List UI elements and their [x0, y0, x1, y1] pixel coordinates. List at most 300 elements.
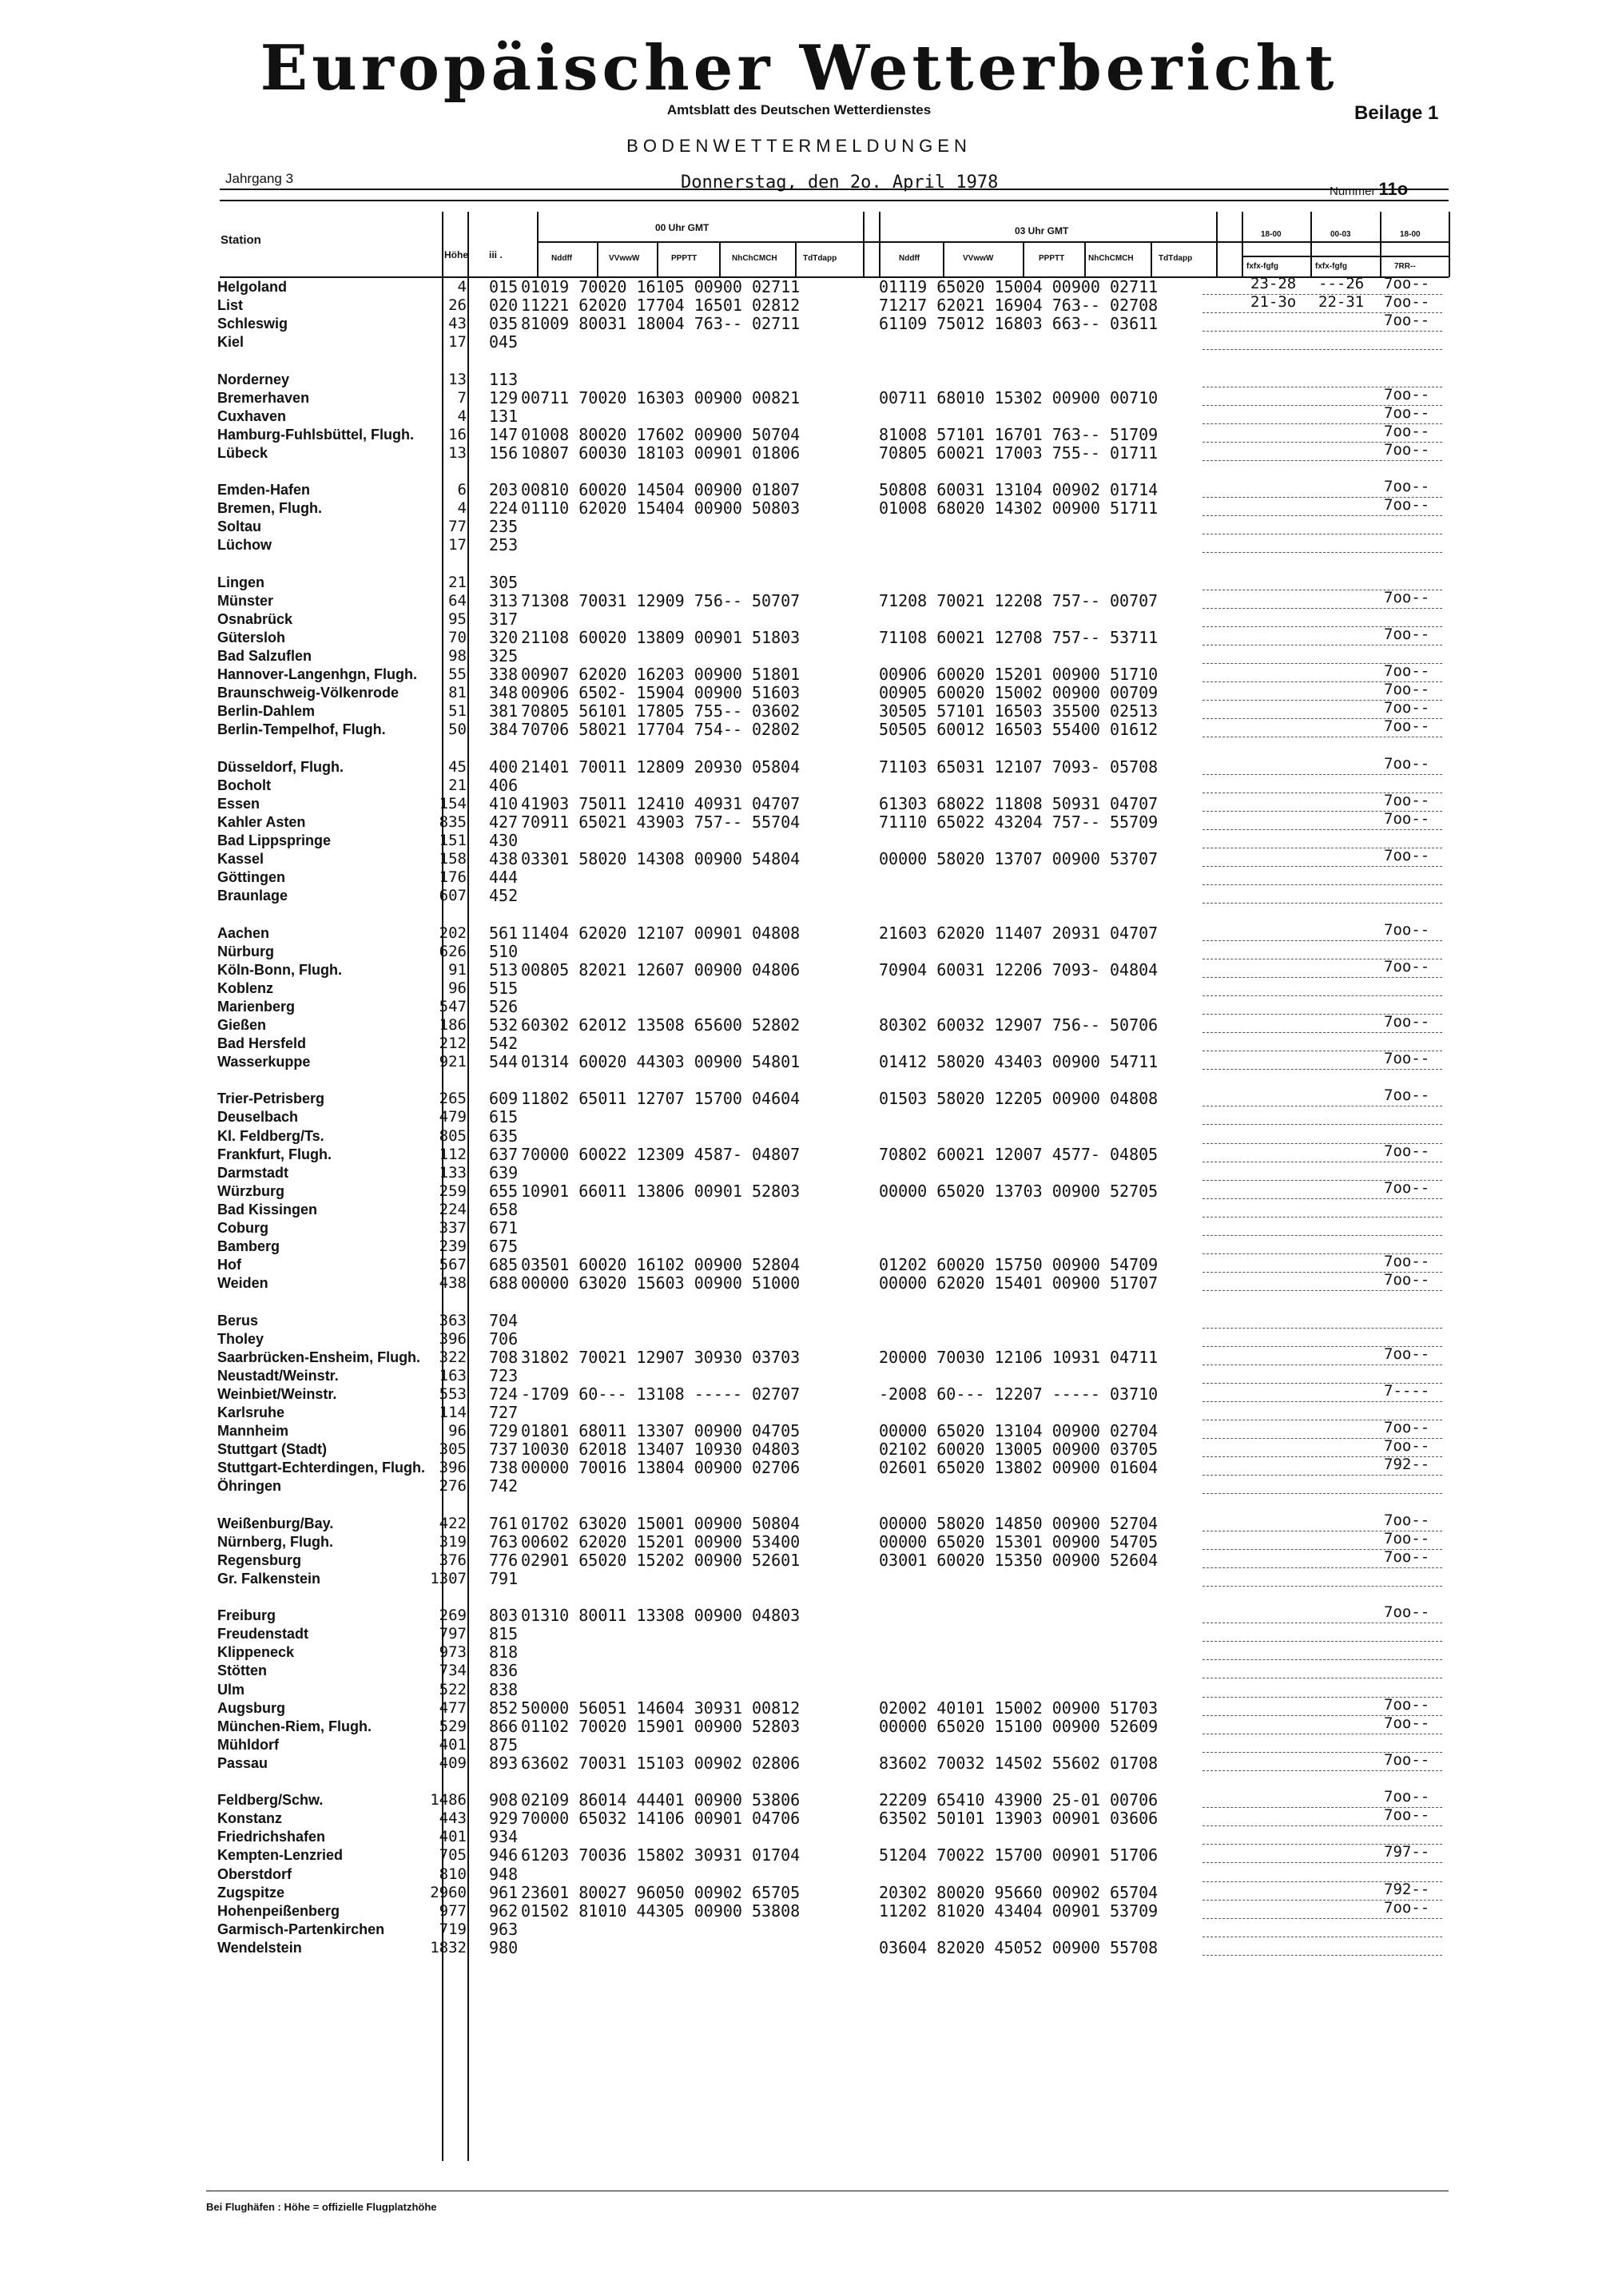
sub-ppptt-03: PPPTT	[1039, 254, 1065, 263]
station-id: 113	[489, 370, 519, 389]
obs-00-gmt: 81009 80031 18004 763-- 02711	[521, 314, 801, 333]
precip-18-00: 7oo--	[1384, 1419, 1430, 1436]
table-top-line-2	[220, 200, 1449, 201]
station-name: Garmisch-Partenkirchen	[217, 1921, 385, 1937]
precip-18-00: 792--	[1384, 1456, 1430, 1473]
row-dash-line	[1202, 903, 1442, 904]
station-id: 129	[489, 388, 519, 407]
station-id: 544	[489, 1052, 519, 1071]
sub-col-line	[1151, 241, 1152, 276]
obs-00-gmt: 01314 60020 44303 00900 54801	[521, 1052, 801, 1071]
station-id: 513	[489, 960, 519, 979]
station-height: 265	[439, 1090, 467, 1107]
station-name: Berlin-Tempelhof, Flugh.	[217, 721, 386, 737]
row-dash-line	[1202, 1825, 1442, 1826]
obs-00-gmt: 01008 80020 17602 00900 50704	[521, 425, 801, 444]
right-col-line-4	[1449, 212, 1450, 277]
station-name: Bamberg	[217, 1238, 280, 1254]
obs-00-gmt: 70911 65021 43903 757-- 55704	[521, 812, 801, 832]
station-height: 26	[448, 296, 467, 314]
station-name: Freudenstadt	[217, 1626, 309, 1642]
station-id: 452	[489, 886, 519, 905]
station-height: 921	[439, 1053, 467, 1071]
row-dash-line	[1202, 1217, 1442, 1218]
station-height: 626	[439, 943, 467, 960]
obs-00-gmt: 63602 70031 15103 00902 02806	[521, 1754, 801, 1773]
station-id: 866	[489, 1717, 519, 1736]
station-name: Kempten-Lenzried	[217, 1847, 344, 1863]
beilage-label: Beilage 1	[1354, 102, 1439, 124]
row-dash-line	[1202, 1918, 1442, 1919]
precip-18-00: 7oo--	[1384, 1548, 1430, 1566]
station-id: 776	[489, 1551, 519, 1570]
obs-00-gmt: 21108 60020 13809 00901 51803	[521, 628, 801, 647]
obs-00-gmt: 23601 80027 96050 00902 65705	[521, 1883, 801, 1902]
station-height: 50	[448, 721, 467, 738]
obs-03-gmt: 81008 57101 16701 763-- 51709	[879, 425, 1159, 444]
precip-18-00: 7oo--	[1384, 1437, 1430, 1455]
obs-03-gmt: 71217 62021 16904 763-- 02708	[879, 296, 1159, 315]
station-height: 305	[439, 1440, 467, 1458]
precip-18-00: 797--	[1384, 1843, 1430, 1861]
precip-18-00: 7oo--	[1384, 1530, 1430, 1547]
station-name: Deuselbach	[217, 1109, 299, 1125]
station-name: Wendelstein	[217, 1940, 302, 1956]
station-height: 322	[439, 1349, 467, 1366]
obs-00-gmt: 01110 62020 15404 00900 50803	[521, 499, 801, 518]
station-name: Göttingen	[217, 869, 285, 885]
row-dash-line	[1202, 977, 1442, 978]
sub-vvwww: VVwwW	[609, 254, 640, 263]
group03-right-line	[1216, 212, 1218, 277]
station-height: 422	[439, 1515, 467, 1532]
station-height: 734	[439, 1662, 467, 1679]
station-id: 675	[489, 1237, 519, 1256]
group03-header: 03 Uhr GMT	[1015, 225, 1069, 236]
station-height: 409	[439, 1754, 467, 1772]
station-id: 685	[489, 1255, 519, 1274]
station-id: 235	[489, 517, 519, 536]
issue-number-label: Nummer	[1330, 185, 1376, 198]
station-id: 338	[489, 665, 519, 684]
station-id: 763	[489, 1532, 519, 1551]
station-id: 253	[489, 535, 519, 554]
station-name: Trier-Petrisberg	[217, 1090, 325, 1106]
obs-03-gmt: 00000 58020 14850 00900 52704	[879, 1514, 1159, 1533]
station-height: 977	[439, 1902, 467, 1920]
obs-03-gmt: 01503 58020 12205 00900 04808	[879, 1089, 1159, 1108]
station-id: 203	[489, 480, 519, 499]
obs-03-gmt: 01008 68020 14302 00900 51711	[879, 499, 1159, 518]
row-dash-line	[1202, 940, 1442, 941]
station-id: 156	[489, 443, 519, 463]
precip-18-00: 7oo--	[1384, 1013, 1430, 1031]
obs-00-gmt: 00000 63020 15603 00900 51000	[521, 1273, 801, 1293]
obs-03-gmt: 00905 60020 15002 00900 00709	[879, 683, 1159, 702]
obs-00-gmt: 01502 81010 44305 00900 53808	[521, 1901, 801, 1921]
station-height: 522	[439, 1681, 467, 1698]
station-id: 723	[489, 1366, 519, 1385]
station-name: Gütersloh	[217, 630, 286, 646]
sub-nddff: Nddff	[551, 254, 573, 263]
precip-18-00: 7oo--	[1384, 1050, 1430, 1067]
row-dash-line	[1202, 1198, 1442, 1199]
precip-18-00: 7oo--	[1384, 681, 1430, 698]
station-name: Saarbrücken-Ensheim, Flugh.	[217, 1349, 421, 1365]
obs-03-gmt: 71110 65022 43204 757-- 55709	[879, 812, 1159, 832]
precip-18-00: 7oo--	[1384, 312, 1430, 329]
station-height: 45	[448, 758, 467, 776]
row-dash-line	[1202, 1069, 1442, 1070]
station-height: 176	[439, 868, 467, 886]
obs-03-gmt: 02102 60020 13005 00900 03705	[879, 1440, 1159, 1459]
station-id: 742	[489, 1476, 519, 1496]
sub-col-line	[1084, 241, 1086, 276]
station-id: 893	[489, 1754, 519, 1773]
station-name: Stuttgart (Stadt)	[217, 1441, 327, 1457]
station-height: 529	[439, 1718, 467, 1735]
station-name: Bad Hersfeld	[217, 1035, 307, 1051]
station-name: Öhringen	[217, 1478, 281, 1494]
station-id: 980	[489, 1938, 519, 1957]
station-id: 761	[489, 1514, 519, 1533]
obs-00-gmt: 00810 60020 14504 00900 01807	[521, 480, 801, 499]
precip-18-00: 7oo--	[1384, 1271, 1430, 1289]
obs-03-gmt: 01202 60020 15750 00900 54709	[879, 1255, 1159, 1274]
gust-18-00: 21-3o	[1250, 293, 1297, 311]
station-name: Stuttgart-Echterdingen, Flugh.	[217, 1460, 425, 1476]
obs-03-gmt: 01119 65020 15004 00900 02711	[879, 277, 1159, 296]
group00-header: 00 Uhr GMT	[655, 222, 710, 233]
station-id: 908	[489, 1790, 519, 1809]
right-sub-1: fxfx-fgfg	[1246, 262, 1278, 271]
precip-18-00: 7oo--	[1384, 423, 1430, 440]
station-height: 4	[457, 278, 467, 296]
station-height: 43	[448, 315, 467, 332]
row-dash-line	[1202, 349, 1442, 350]
station-name: Darmstadt	[217, 1165, 289, 1181]
sub-tdtd-03: TdTdapp	[1159, 254, 1193, 263]
station-name: Weiden	[217, 1275, 268, 1291]
station-name: Cuxhaven	[217, 408, 287, 424]
station-id: 934	[489, 1827, 519, 1846]
station-height: 835	[439, 813, 467, 831]
station-height: 396	[439, 1330, 467, 1348]
sub-col-line	[719, 241, 721, 276]
station-height: 224	[439, 1201, 467, 1218]
station-name: Bremen, Flugh.	[217, 500, 323, 516]
station-height: 13	[448, 371, 467, 388]
date-label: Donnerstag, den 2o. April 1978	[681, 173, 999, 193]
right-col-line-1	[1242, 212, 1243, 277]
station-height: 158	[439, 850, 467, 868]
station-height: 396	[439, 1459, 467, 1476]
station-height: 96	[448, 1422, 467, 1440]
precip-18-00: 7oo--	[1384, 1603, 1430, 1621]
row-dash-line	[1202, 645, 1442, 646]
obs-03-gmt: 63502 50101 13903 00901 03606	[879, 1809, 1159, 1828]
page-title: Europäischer Wetterbericht	[260, 32, 1338, 105]
station-height: 163	[439, 1367, 467, 1384]
station-name: Kl. Feldberg/Ts.	[217, 1128, 324, 1144]
station-header: Station	[221, 233, 261, 247]
station-id: 637	[489, 1145, 519, 1164]
obs-03-gmt: 20302 80020 95660 00902 65704	[879, 1883, 1159, 1902]
station-height: 259	[439, 1182, 467, 1200]
group00-right-line	[863, 212, 865, 277]
right-sub-2: fxfx-fgfg	[1315, 262, 1347, 271]
station-id: 615	[489, 1107, 519, 1126]
row-dash-line	[1202, 1290, 1442, 1291]
obs-00-gmt: 70000 65032 14106 00901 04706	[521, 1809, 801, 1828]
gust-18-00: 23-28	[1250, 275, 1297, 292]
obs-03-gmt: 61109 75012 16803 663-- 03611	[879, 314, 1159, 333]
sub-col-line	[1023, 241, 1024, 276]
obs-00-gmt: 00805 82021 12607 00900 04806	[521, 960, 801, 979]
gust-00-03: 22-31	[1318, 293, 1365, 311]
precip-18-00: 7oo--	[1384, 441, 1430, 459]
station-height: 202	[439, 924, 467, 942]
station-name: Bremerhaven	[217, 390, 310, 406]
precip-18-00: 7oo--	[1384, 717, 1430, 735]
station-name: Freiburg	[217, 1607, 276, 1623]
station-name: Münster	[217, 593, 274, 609]
station-height: 114	[439, 1404, 467, 1421]
station-height: 479	[439, 1108, 467, 1126]
row-dash-line	[1202, 774, 1442, 775]
station-height: 6	[457, 481, 467, 499]
station-id: 791	[489, 1569, 519, 1588]
row-dash-line	[1202, 331, 1442, 332]
station-id: 035	[489, 314, 519, 333]
station-id: 400	[489, 757, 519, 777]
station-id: 836	[489, 1661, 519, 1680]
station-id: 427	[489, 812, 519, 832]
station-name: Düsseldorf, Flugh.	[217, 759, 344, 775]
precip-18-00: 7oo--	[1384, 1086, 1430, 1104]
station-name: Koblenz	[217, 980, 273, 996]
obs-00-gmt: 01310 80011 13308 00900 04803	[521, 1606, 801, 1625]
obs-00-gmt: 03501 60020 16102 00900 52804	[521, 1255, 801, 1274]
station-height: 186	[439, 1016, 467, 1034]
row-dash-line	[1202, 608, 1442, 609]
row-dash-line	[1202, 1659, 1442, 1660]
station-id: 515	[489, 979, 519, 998]
station-id: 313	[489, 591, 519, 610]
obs-00-gmt: 00907 62020 16203 00900 51801	[521, 665, 801, 684]
obs-00-gmt: 61203 70036 15802 30931 01704	[521, 1845, 801, 1865]
row-dash-line	[1202, 1032, 1442, 1033]
right-sub-3: 7RR--	[1394, 262, 1416, 271]
station-name: Berus	[217, 1313, 259, 1329]
sub-col-line	[795, 241, 797, 276]
obs-03-gmt: 03604 82020 45052 00900 55708	[879, 1938, 1159, 1957]
obs-00-gmt: 11404 62020 12107 00901 04808	[521, 924, 801, 943]
precip-18-00: 7----	[1384, 1382, 1430, 1400]
station-height: 95	[448, 610, 467, 628]
station-id: 430	[489, 831, 519, 850]
station-name: Weinbiet/Weinstr.	[217, 1386, 337, 1402]
station-name: Soltau	[217, 518, 262, 534]
station-id: 838	[489, 1680, 519, 1699]
precip-18-00: 7oo--	[1384, 792, 1430, 809]
station-name: Oberstdorf	[217, 1866, 292, 1882]
obs-03-gmt: 11202 81020 43404 00901 53709	[879, 1901, 1159, 1921]
precip-18-00: 7oo--	[1384, 1345, 1430, 1363]
station-height: 51	[448, 702, 467, 720]
station-id: 671	[489, 1218, 519, 1237]
station-name: Ulm	[217, 1682, 245, 1698]
station-name: Kahler Asten	[217, 814, 306, 830]
precip-18-00: 7oo--	[1384, 1806, 1430, 1824]
row-dash-line	[1202, 1493, 1442, 1494]
station-id: 444	[489, 868, 519, 887]
station-height: 797	[439, 1625, 467, 1643]
row-dash-line	[1202, 1567, 1442, 1568]
station-id: 706	[489, 1329, 519, 1349]
station-id: 325	[489, 646, 519, 665]
station-id: 803	[489, 1606, 519, 1625]
group03-left-line	[879, 212, 880, 277]
sub-vvwww-03: VVwwW	[963, 254, 994, 263]
row-dash-line	[1202, 1401, 1442, 1402]
right-top-3: 18-00	[1400, 230, 1421, 239]
iii-header: iii .	[489, 249, 503, 260]
station-height: 77	[448, 518, 467, 535]
station-name: Bad Salzuflen	[217, 648, 312, 664]
obs-03-gmt: 00000 65020 13104 00900 02704	[879, 1421, 1159, 1440]
station-name: Schleswig	[217, 316, 288, 332]
station-name: Passau	[217, 1755, 268, 1771]
sub-ppptt: PPPTT	[671, 254, 698, 263]
obs-03-gmt: 00906 60020 15201 00900 51710	[879, 665, 1159, 684]
station-id: 635	[489, 1126, 519, 1146]
station-id: 639	[489, 1163, 519, 1182]
station-id: 655	[489, 1182, 519, 1201]
station-height: 212	[439, 1035, 467, 1052]
station-height: 1832	[430, 1939, 467, 1956]
station-height: 567	[439, 1256, 467, 1273]
obs-00-gmt: 10807 60030 18103 00901 01806	[521, 443, 801, 463]
hoehe-header: Höhe	[444, 249, 468, 260]
station-name: Kassel	[217, 851, 264, 867]
station-height: 91	[448, 961, 467, 979]
obs-00-gmt: 00906 6502- 15904 00900 51603	[521, 683, 801, 702]
sub-nhch-03: NhChCMCH	[1088, 254, 1134, 263]
station-id: 658	[489, 1200, 519, 1219]
station-height: 133	[439, 1164, 467, 1182]
station-height: 112	[439, 1146, 467, 1163]
obs-00-gmt: 02109 86014 44401 00900 53806	[521, 1790, 801, 1809]
obs-03-gmt: 80302 60032 12907 756-- 50706	[879, 1015, 1159, 1035]
station-height: 276	[439, 1477, 467, 1495]
station-height: 21	[448, 777, 467, 794]
row-dash-line	[1202, 1955, 1442, 1956]
station-name: Mannheim	[217, 1423, 289, 1439]
station-name: Osnabrück	[217, 611, 293, 627]
precip-18-00: 7oo--	[1384, 1253, 1430, 1270]
row-dash-line	[1202, 1641, 1442, 1642]
station-id: 015	[489, 277, 519, 296]
station-height: 607	[439, 887, 467, 904]
station-name: Nürburg	[217, 943, 274, 959]
station-id: 348	[489, 683, 519, 702]
station-name: Berlin-Dahlem	[217, 703, 316, 719]
station-height: 1307	[430, 1570, 467, 1587]
precip-18-00: 7oo--	[1384, 699, 1430, 717]
precip-18-00: 7oo--	[1384, 1751, 1430, 1769]
precip-18-00: 7oo--	[1384, 1179, 1430, 1197]
station-name: Klippeneck	[217, 1644, 295, 1660]
obs-03-gmt: 70805 60021 17003 755-- 01711	[879, 443, 1159, 463]
station-id: 948	[489, 1865, 519, 1884]
station-name: Wasserkuppe	[217, 1054, 311, 1070]
station-height: 719	[439, 1921, 467, 1938]
precip-18-00: 7oo--	[1384, 755, 1430, 773]
precip-18-00: 7oo--	[1384, 626, 1430, 643]
subtitle: Amtsblatt des Deutschen Wetterdienstes	[666, 102, 932, 117]
obs-00-gmt: 10901 66011 13806 00901 52803	[521, 1182, 801, 1201]
station-id: 561	[489, 924, 519, 943]
station-id: 815	[489, 1624, 519, 1643]
obs-00-gmt: 70706 58021 17704 754-- 02802	[521, 720, 801, 739]
obs-00-gmt: 50000 56051 14604 30931 00812	[521, 1698, 801, 1718]
station-height: 477	[439, 1699, 467, 1717]
station-height: 443	[439, 1809, 467, 1827]
station-name: List	[217, 297, 244, 313]
station-id: 410	[489, 794, 519, 813]
section-title: BODENWETTERMELDUNGEN	[626, 136, 972, 156]
obs-00-gmt: 00000 70016 13804 00900 02706	[521, 1458, 801, 1477]
station-id: 020	[489, 296, 519, 315]
precip-18-00: 7oo--	[1384, 478, 1430, 495]
sub-tdtd: TdTdapp	[803, 254, 837, 263]
station-id: 961	[489, 1883, 519, 1902]
station-height: 98	[448, 647, 467, 665]
table-top-line	[220, 189, 1449, 190]
station-id: 045	[489, 332, 519, 352]
gust-00-03: ---26	[1318, 275, 1365, 292]
station-name: Lingen	[217, 574, 264, 590]
obs-03-gmt: 00000 65020 15100 00900 52609	[879, 1717, 1159, 1736]
station-id: 224	[489, 499, 519, 518]
obs-03-gmt: 51204 70022 15700 00901 51706	[879, 1845, 1159, 1865]
station-id: 688	[489, 1273, 519, 1293]
obs-03-gmt: 61303 68022 11808 50931 04707	[879, 794, 1159, 813]
station-height: 151	[439, 832, 467, 849]
precip-18-00: 7oo--	[1384, 496, 1430, 514]
obs-00-gmt: 71308 70031 12909 756-- 50707	[521, 591, 801, 610]
row-dash-line	[1202, 1862, 1442, 1863]
station-id: 724	[489, 1384, 519, 1404]
station-name: Bad Lippspringe	[217, 832, 332, 848]
sub-nddff-03: Nddff	[899, 254, 920, 263]
station-id: 738	[489, 1458, 519, 1477]
iii-column-line	[467, 212, 469, 2161]
obs-03-gmt: 02002 40101 15002 00900 51703	[879, 1698, 1159, 1718]
issue-number-value: 11o	[1378, 179, 1409, 199]
obs-00-gmt: 41903 75011 12410 40931 04707	[521, 794, 801, 813]
obs-03-gmt: 00000 65020 15301 00900 54705	[879, 1532, 1159, 1551]
station-id: 526	[489, 997, 519, 1016]
station-height: 319	[439, 1533, 467, 1551]
station-name: Gr. Falkenstein	[217, 1571, 321, 1587]
station-height: 55	[448, 665, 467, 683]
precip-18-00: 7oo--	[1384, 1142, 1430, 1160]
station-height: 4	[457, 499, 467, 517]
obs-03-gmt: 01412 58020 43403 00900 54711	[879, 1052, 1159, 1071]
station-height: 705	[439, 1846, 467, 1864]
